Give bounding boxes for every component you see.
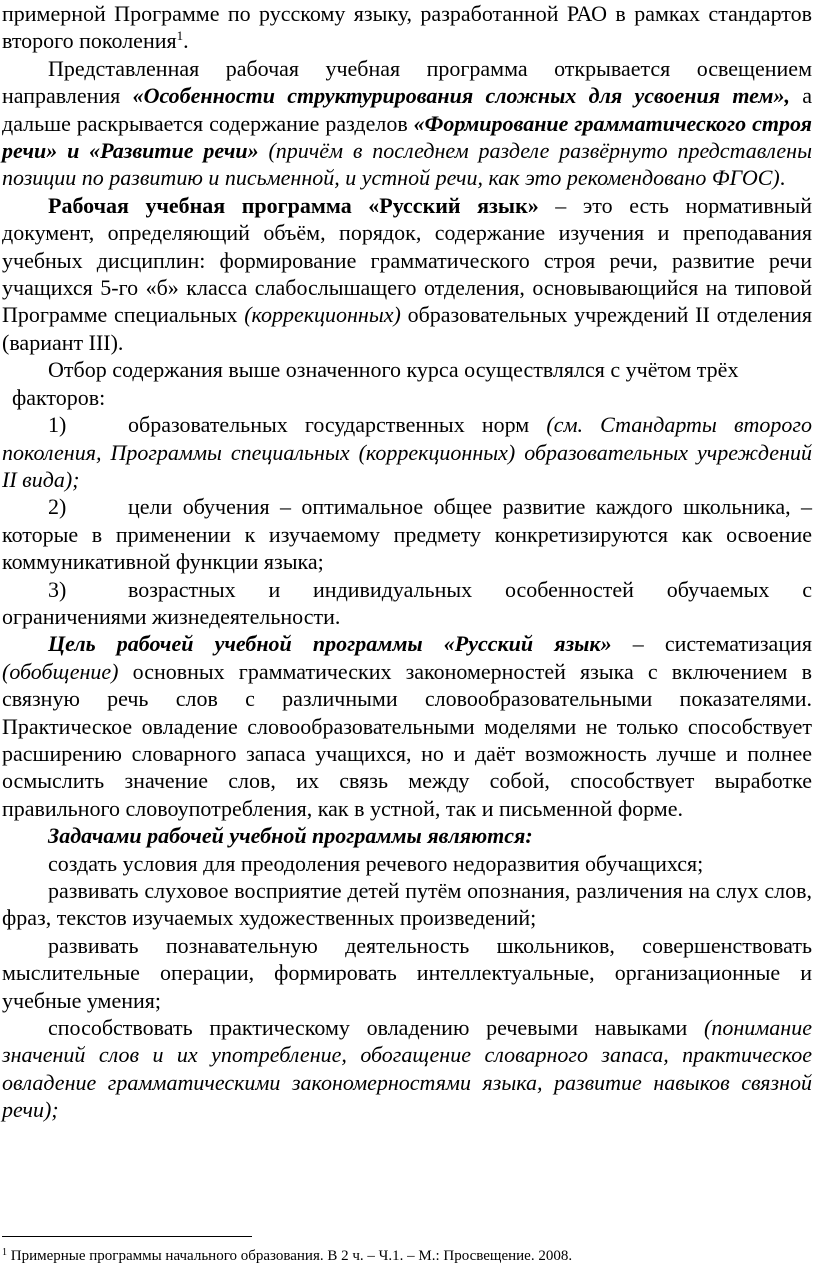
list-item bbox=[2, 411, 812, 493]
paragraph-intro bbox=[2, 55, 812, 192]
list-item bbox=[2, 576, 812, 631]
text: способствовать практическому овладению речевыми навыками bbox=[48, 1015, 705, 1041]
task-item bbox=[2, 1014, 812, 1124]
footnote-marker: 1 bbox=[176, 28, 184, 44]
paragraph-selection bbox=[2, 356, 812, 411]
list-number: 2) bbox=[48, 494, 67, 520]
bold-italic-text: «Формирование грамматического строя речи» и «Развитие речи» bbox=[2, 110, 812, 164]
paragraph-goal bbox=[2, 630, 812, 822]
text: . bbox=[779, 165, 786, 191]
bold-italic-text: «Особенности структурирования сложных для усвоения тем», bbox=[132, 83, 790, 109]
text: Отбор содержания выше означенного курса осуществлялся с учётом трёх bbox=[48, 357, 739, 383]
text: – это есть нормативный документ, определяющий объём, порядок, содержание изучения и преподавания учебных дисциплин: формирование грамматического строя речи, развитие речи учащихся 5-го «б» класса слабослышащего отделения, основывающийся на типовой Программе специальных bbox=[2, 192, 812, 328]
footnote-divider bbox=[2, 1236, 252, 1237]
italic-text: (обобщение) bbox=[2, 658, 119, 684]
italic-text: (понимание значений слов и их употребление, обогащение словарного запаса, практическое овладение грамматическими закономерностями языка, развитие навыков связной речи); bbox=[2, 1015, 812, 1123]
tasks-heading: Задачами рабочей учебной программы являются: bbox=[48, 823, 533, 849]
text: примерной Программе по русскому языку, разработанной РАО в рамках стандартов второго поколения bbox=[2, 1, 812, 54]
italic-text: (коррекционных) bbox=[244, 302, 401, 328]
text: образовательных учреждений II отделения (вариант III). bbox=[2, 302, 812, 355]
italic-text: (причём в последнем разделе развёрнуто представлены позиции по развитию и письменной, и устной речи, как это рекомендовано ФГОС) bbox=[2, 138, 812, 191]
text: основных грамматических закономерностей языка с включением в связную речь слов с различными словообразовательными показателями. Практическое овладение словообразовательными моделями не только способствует расширению словарного запаса учащихся, но и даёт возможность лучше и полнее осмыслить значение слов, их связь между собой, способствует выработке правильного словоупотребления, как в устной, так и письменной форме. bbox=[2, 658, 812, 821]
italic-text: (см. Стандарты второго поколения, Программы специальных (коррекционных) образовательных учреждений II вида); bbox=[2, 412, 813, 492]
footnote-text: Примерные программы начального образования. В 2 ч. – Ч.1. – М.: Просвещение. 2008. bbox=[7, 1248, 573, 1264]
text: а дальше раскрывается содержание разделов bbox=[2, 83, 813, 136]
task-item: создать условия для преодоления речевого недоразвития обучащихся; bbox=[48, 850, 704, 876]
list-number: 1) bbox=[48, 412, 67, 438]
paragraph-continuation bbox=[2, 0, 812, 55]
document-body bbox=[2, 0, 812, 1124]
task-item: развивать познавательную деятельность школьников, совершенствовать мыслительные операции, формировать интеллектуальные, организационные и учебные умения; bbox=[2, 932, 812, 1013]
bold-text: Рабочая учебная программа «Русский язык» bbox=[48, 192, 539, 218]
text: факторов: bbox=[12, 384, 106, 410]
task-item: развивать слуховое восприятие детей путём опознания, различения на слух слов, фраз, текстов изучаемых художественных произведений; bbox=[2, 878, 812, 931]
text: возрастных и индивидуальных особенностей обучаемых с ограничениями жизнедеятельности. bbox=[2, 576, 812, 629]
bold-italic-text: Цель рабочей учебной программы «Русский язык» bbox=[48, 631, 612, 657]
list-item bbox=[2, 493, 812, 575]
text: Представленная рабочая учебная программа открывается освещением направления bbox=[2, 55, 812, 109]
text bbox=[259, 138, 269, 163]
footnote-marker: 1 bbox=[2, 1247, 7, 1258]
text: – систематизация bbox=[611, 631, 812, 657]
text: . bbox=[183, 28, 189, 54]
text: цели обучения – оптимальное общее развитие каждого школьника, – которые в применении к изучаемому предмету конкретизируются как освоение коммуникативной функции языка; bbox=[2, 494, 812, 575]
list-number: 3) bbox=[48, 576, 67, 602]
footnote bbox=[2, 1247, 572, 1265]
paragraph-definition bbox=[2, 192, 812, 356]
text: образовательных государственных норм bbox=[128, 412, 547, 438]
